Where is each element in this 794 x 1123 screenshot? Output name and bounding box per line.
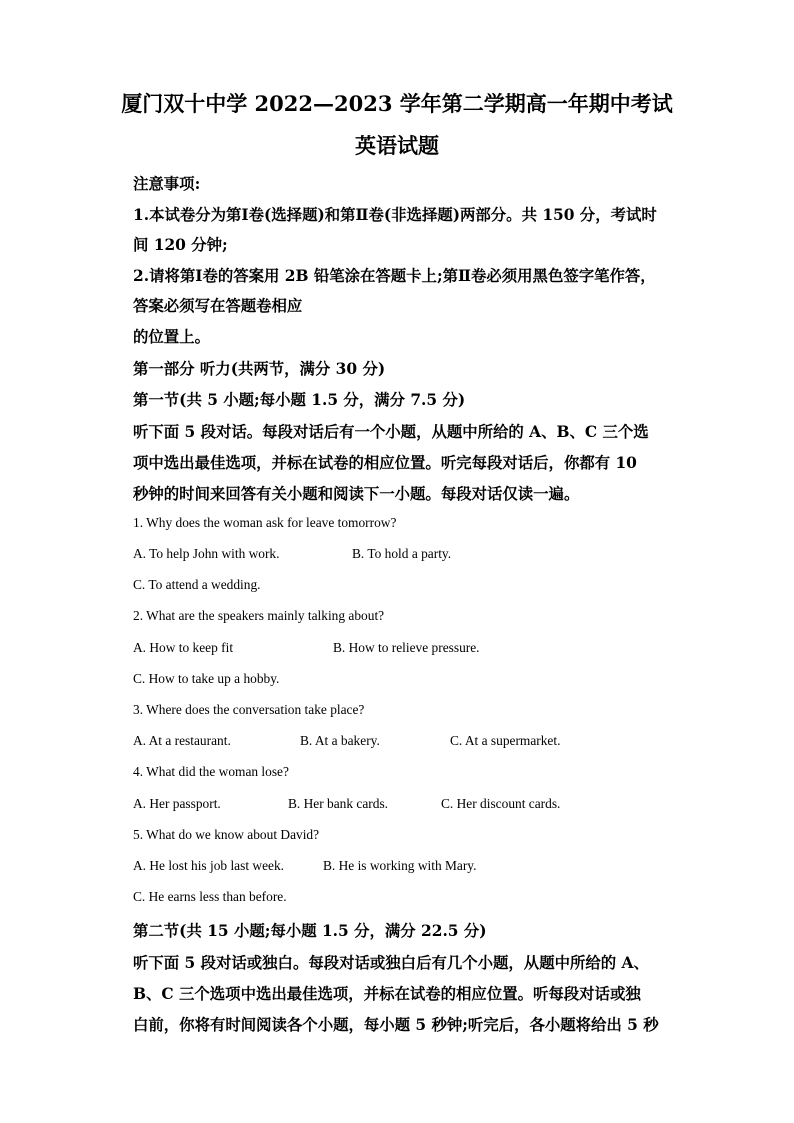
section2-heading: 第二节(共 15 小题;每小题 1.5 分，满分 22.5 分) <box>133 922 487 940</box>
question-3-option-b: B. At a bakery. <box>300 733 380 748</box>
question-5-option-c: C. He earns less than before. <box>133 889 287 904</box>
question-1-option-a: A. To help John with work. <box>133 546 280 561</box>
notice-item-2-line-2: 答案必须写在答题卷相应 <box>133 297 303 315</box>
section2-instruction-line-1: 听下面 5 段对话或独白。每段对话或独白后有几个小题，从题中所给的 A、 <box>133 954 649 972</box>
section2-instruction-line-2: B、C 三个选项中选出最佳选项，并标在试卷的相应位置。听每段对话或独 <box>133 985 641 1003</box>
section1-instruction-line-3: 秒钟的时间来回答有关小题和阅读下一小题。每段对话仅读一遍。 <box>133 485 580 503</box>
question-1-stem: 1. Why does the woman ask for leave tomorrow? <box>133 515 397 530</box>
question-4-stem: 4. What did the woman lose? <box>133 764 289 779</box>
question-2-option-c: C. How to take up a hobby. <box>133 671 280 686</box>
question-2-stem: 2. What are the speakers mainly talking about? <box>133 608 385 623</box>
question-4-option-a: A. Her passport. <box>133 796 221 811</box>
question-4-option-b: B. Her bank cards. <box>288 796 389 811</box>
notice-item-2-line-3: 的位置上。 <box>133 328 210 346</box>
notice-item-1-line-1: 1.本试卷分为第Ⅰ卷(选择题)和第Ⅱ卷(非选择题)两部分。共 150 分，考试时 <box>133 206 657 224</box>
question-3-option-c: C. At a supermarket. <box>450 733 561 748</box>
section1-instruction-line-2: 项中选出最佳选项，并标在试卷的相应位置。听完每段对话后，你都有 10 <box>133 454 637 472</box>
question-5-stem: 5. What do we know about David? <box>133 827 320 842</box>
section1-heading: 第一节(共 5 小题;每小题 1.5 分，满分 7.5 分) <box>133 391 466 409</box>
question-3-stem: 3. Where does the conversation take place? <box>133 702 365 717</box>
question-4-option-c: C. Her discount cards. <box>441 796 561 811</box>
question-1-option-c: C. To attend a wedding. <box>133 577 261 592</box>
section2-instruction-line-3: 白前，你将有时间阅读各个小题，每小题 5 秒钟;听完后，各小题将给出 5 秒 <box>133 1016 659 1034</box>
part1-heading: 第一部分 听力(共两节，满分 30 分) <box>133 360 386 378</box>
exam-title: 厦门双十中学 2022—2023 学年第二学期高一年期中考试 <box>121 91 673 116</box>
section1-instruction-line-1: 听下面 5 段对话。每段对话后有一个小题，从题中所给的 A、B、C 三个选 <box>133 423 649 441</box>
question-3-option-a: A. At a restaurant. <box>133 733 231 748</box>
notice-item-1-line-2: 间 120 分钟; <box>133 236 228 254</box>
question-5-option-b: B. He is working with Mary. <box>323 858 477 873</box>
question-1-option-b: B. To hold a party. <box>352 546 452 561</box>
notice-item-2-line-1: 2.请将第Ⅰ卷的答案用 2B 铅笔涂在答题卡上;第Ⅱ卷必须用黑色签字笔作答， <box>133 267 656 285</box>
question-2-option-b: B. How to relieve pressure. <box>333 640 480 655</box>
question-2-option-a: A. How to keep fit <box>133 640 234 655</box>
notice-heading: 注意事项: <box>133 175 201 193</box>
question-5-option-a: A. He lost his job last week. <box>133 858 284 873</box>
exam-subtitle: 英语试题 <box>355 133 439 158</box>
